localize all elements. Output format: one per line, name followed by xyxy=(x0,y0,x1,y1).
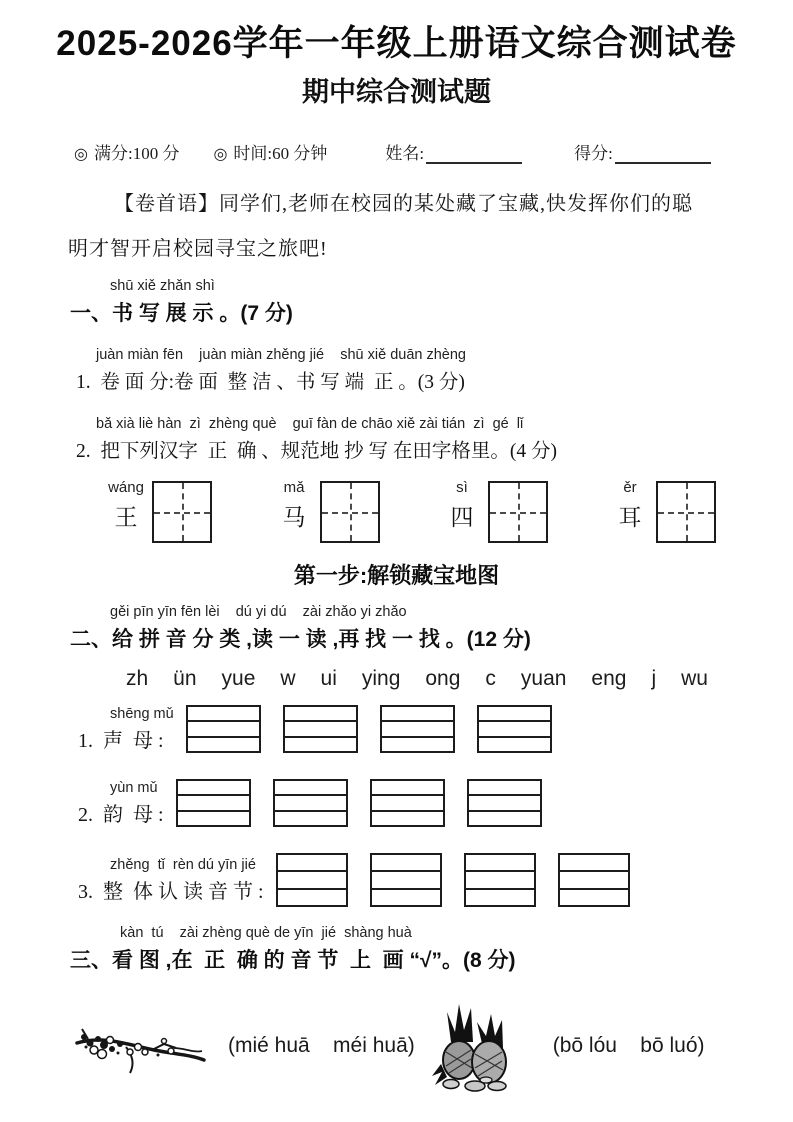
q1-options[interactable]: (mié huā méi huā) xyxy=(228,1034,415,1057)
question-initials-row xyxy=(78,705,793,753)
char-label xyxy=(436,479,488,532)
pinyin-answer-box[interactable] xyxy=(176,779,251,827)
char-hanzi: 耳 xyxy=(618,505,642,530)
section3-heading: 三、看 图 ,在 正 确 的 音 节 上 画 “√”。(8 分) xyxy=(70,949,516,972)
answer-grid-group xyxy=(276,853,630,907)
step-banner: 第一步:解锁藏宝地图 xyxy=(293,563,500,588)
syllable: j xyxy=(651,667,657,690)
pinyin-answer-box[interactable] xyxy=(558,853,630,907)
char-pinyin: ěr xyxy=(623,479,637,496)
char-hanzi: 四 xyxy=(450,505,474,530)
tianzige-box[interactable] xyxy=(488,481,548,543)
syllable: wu xyxy=(681,667,708,690)
tianzige-group-si xyxy=(436,479,604,543)
pinyin-answer-box[interactable] xyxy=(276,853,348,907)
time-label: 时间:60 分钟 xyxy=(233,144,328,163)
score-item xyxy=(574,139,711,164)
section1-item1-pinyin: juàn miàn fēn juàn miàn zhěng jié shū xiě duān zhèng xyxy=(96,347,466,363)
initials-pinyin: shēng mǔ xyxy=(110,705,174,722)
tianzige-vline xyxy=(686,483,688,541)
picture-question-row xyxy=(74,1000,793,1092)
char-label xyxy=(604,479,656,532)
tianzige-vline xyxy=(350,483,352,541)
syllable: w xyxy=(280,667,296,690)
syllable: yue xyxy=(221,667,256,690)
section1-item1-text: 1. 卷 面 分:卷 面 整 洁 、书 写 端 正 。(3 分) xyxy=(76,372,465,393)
char-hanzi: 王 xyxy=(114,505,138,530)
syllable: ying xyxy=(361,667,401,690)
pinyin-answer-box[interactable] xyxy=(273,779,348,827)
section1-pinyin: shū xiě zhǎn shì xyxy=(110,278,215,294)
syllable: yuan xyxy=(520,667,567,690)
question-label xyxy=(78,706,174,753)
whole-syllable-pinyin: zhěng tǐ rèn dú yīn jié xyxy=(110,856,256,873)
pinyin-answer-box[interactable] xyxy=(186,705,261,753)
syllable: c xyxy=(485,667,496,690)
tianzige-group-er xyxy=(604,479,772,543)
char-hanzi: 马 xyxy=(282,505,306,530)
char-label xyxy=(100,479,152,532)
tianzige-box[interactable] xyxy=(320,481,380,543)
full-score-item xyxy=(74,139,179,164)
char-label xyxy=(268,479,320,532)
finals-label: 2. 韵 母 : xyxy=(78,803,164,826)
name-blank[interactable] xyxy=(426,148,522,164)
plum-blossom-image xyxy=(74,1017,206,1075)
syllable: ün xyxy=(173,667,197,690)
section3-pinyin: kàn tú zài zhèng què de yīn jié shàng huà xyxy=(120,925,412,941)
intro-line2: 明才智开启校园寻宝之旅吧! xyxy=(68,238,328,260)
paper-title: 2025-2026学年一年级上册语文综合测试卷 xyxy=(56,24,737,63)
tianzige-box[interactable] xyxy=(152,481,212,543)
intro-line1: 【卷首语】同学们,老师在校园的某处藏了宝藏,快发挥你们的聪 xyxy=(114,193,693,215)
tianzige-vline xyxy=(182,483,184,541)
syllable-row xyxy=(126,667,708,691)
section2-heading: 二、给 拼 音 分 类 ,读 一 读 ,再 找 一 找 。(12 分) xyxy=(70,628,531,651)
syllable: eng xyxy=(591,667,627,690)
pinyin-answer-box[interactable] xyxy=(464,853,536,907)
pinyin-answer-box[interactable] xyxy=(477,705,552,753)
question-whole-syllable-row xyxy=(78,853,793,907)
finals-pinyin: yùn mǔ xyxy=(110,779,158,796)
full-score-label: 满分:100 分 xyxy=(93,144,180,163)
question-finals-row xyxy=(78,779,793,827)
section1-item2-pinyin: bǎ xià liè hàn zì zhèng què guī fàn de chāo xiě zài tián zì gé lǐ xyxy=(96,416,524,432)
pinyin-answer-box[interactable] xyxy=(380,705,455,753)
paper-subtitle: 期中综合测试题 xyxy=(302,77,491,107)
time-item xyxy=(213,139,327,164)
tianzige-group-ma xyxy=(268,479,436,543)
pinyin-answer-box[interactable] xyxy=(283,705,358,753)
tianzige-row xyxy=(100,479,793,543)
char-pinyin: sì xyxy=(456,479,468,496)
question-label xyxy=(78,780,164,827)
question-label xyxy=(78,857,264,904)
tianzige-group-wang xyxy=(100,479,268,543)
section2-pinyin: gěi pīn yīn fēn lèi dú yi dú zài zhǎo yi zhǎo xyxy=(110,604,407,620)
whole-syllable-label: 3. 整 体 认 读 音 节 : xyxy=(78,880,264,903)
char-pinyin: mǎ xyxy=(283,479,305,496)
section1-heading: 一、书 写 展 示 。(7 分) xyxy=(70,302,293,325)
initials-label: 1. 声 母 : xyxy=(78,729,164,752)
pinyin-answer-box[interactable] xyxy=(370,779,445,827)
q2-options[interactable]: (bō lóu bō luó) xyxy=(552,1034,705,1057)
char-pinyin: wáng xyxy=(108,479,144,496)
pinyin-answer-box[interactable] xyxy=(467,779,542,827)
name-label: 姓名: xyxy=(385,144,425,163)
tianzige-vline xyxy=(518,483,520,541)
pinyin-answer-box[interactable] xyxy=(370,853,442,907)
syllable: ui xyxy=(320,667,337,690)
syllable: zh xyxy=(126,667,149,690)
circle-bullet-icon: ◎ xyxy=(74,146,88,163)
paper-info-row xyxy=(74,139,793,164)
tianzige-box[interactable] xyxy=(656,481,716,543)
intro-paragraph xyxy=(68,182,751,272)
score-blank[interactable] xyxy=(615,148,711,164)
circle-bullet-icon: ◎ xyxy=(213,146,228,163)
answer-grid-group xyxy=(176,779,542,827)
syllable: ong xyxy=(425,667,461,690)
answer-grid-group xyxy=(186,705,552,753)
name-item xyxy=(385,139,522,164)
score-label: 得分: xyxy=(574,144,613,163)
pineapple-image xyxy=(431,1000,523,1092)
section1-item2-text: 2. 把下列汉字 正 确 、规范地 抄 写 在田字格里。(4 分) xyxy=(76,441,557,462)
